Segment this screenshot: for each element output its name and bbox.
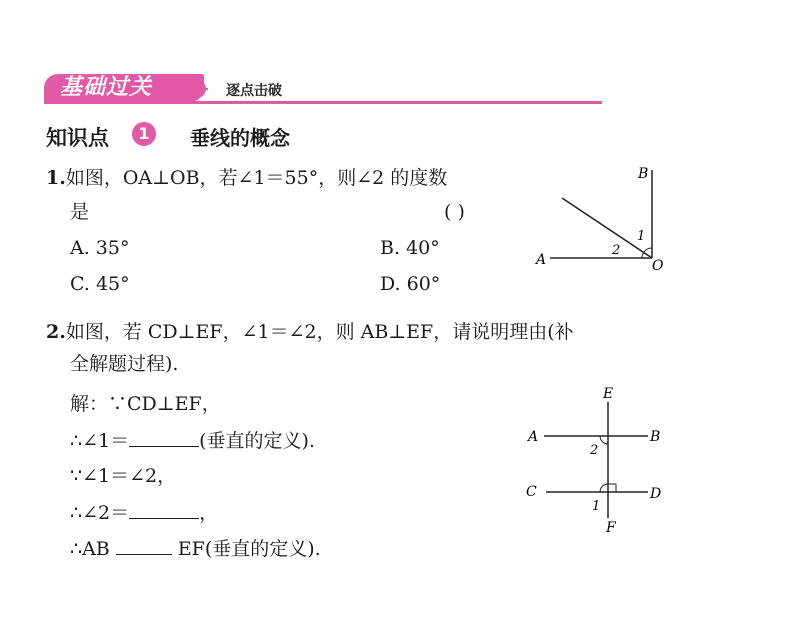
right-angle-mark xyxy=(608,484,616,492)
q1-number: 1. xyxy=(46,167,66,189)
q2-proof-line2 xyxy=(70,428,315,453)
section-number-badge: 1 xyxy=(132,122,156,146)
q1-option-a[interactable]: A. 35° xyxy=(70,237,130,259)
q1-option-b[interactable]: B. 40° xyxy=(380,237,440,259)
label-b: B xyxy=(638,166,649,182)
label-a: A xyxy=(528,429,539,445)
q2-figure xyxy=(520,384,680,540)
q1-option-c[interactable]: C. 45° xyxy=(70,273,130,295)
q2-proof-line2-pre: ∴∠1＝ xyxy=(70,430,130,452)
q2-proof-line2-post: (垂直的定义). xyxy=(199,430,315,452)
label-angle-2: 2 xyxy=(590,443,599,458)
q2-proof-line4 xyxy=(70,500,218,525)
q2-proof-line1: 解：∵CD⊥EF， xyxy=(70,393,221,415)
q2-stem-line2: 全解题过程). xyxy=(70,353,179,375)
label-f: F xyxy=(606,520,616,536)
angle-1-arc xyxy=(644,248,652,252)
label-angle-1: 1 xyxy=(592,499,601,514)
q2-proof-line5-pre: ∴AB xyxy=(70,538,110,560)
label-o: O xyxy=(652,258,664,274)
q2-proof-line5-post: EF(垂直的定义). xyxy=(177,538,321,560)
label-c: C xyxy=(526,484,537,500)
label-angle-2: 2 xyxy=(612,243,621,258)
target-icon xyxy=(186,78,208,100)
label-b: B xyxy=(650,429,661,445)
angle-2-arc xyxy=(642,252,644,258)
label-d: D xyxy=(650,486,662,502)
q1-option-d[interactable]: D. 60° xyxy=(380,273,441,295)
q2-proof-line4-pre: ∴∠2＝ xyxy=(70,502,130,524)
q1-figure xyxy=(530,158,680,278)
q2-stem-line1 xyxy=(46,320,574,344)
label-e: E xyxy=(603,386,614,402)
section-label: 知识点 xyxy=(46,126,109,150)
oblique-ray xyxy=(562,198,652,258)
angle-1-arc xyxy=(600,484,608,492)
q2-proof-line5 xyxy=(70,536,321,561)
header-divider xyxy=(44,101,602,104)
q2-blank-1[interactable] xyxy=(129,428,199,447)
q1-answer-paren[interactable]: ( ) xyxy=(444,201,465,223)
q2-blank-3[interactable] xyxy=(116,536,172,555)
section-title: 垂线的概念 xyxy=(190,126,290,150)
banner-label: 基础过关 xyxy=(60,75,153,100)
header-subtitle: 逐点击破 xyxy=(226,83,282,99)
q2-stem-text: 如图，若 CD⊥EF，∠1＝∠2，则 AB⊥EF，请说明理由(补 xyxy=(65,321,574,343)
q2-proof-line3: ∵∠1＝∠2， xyxy=(70,465,177,487)
q2-blank-2[interactable] xyxy=(129,500,199,519)
q1-stem-line1 xyxy=(46,166,447,190)
q2-proof-line4-post: ， xyxy=(199,502,219,524)
label-a: A xyxy=(536,252,547,268)
q1-stem-line2: 是 xyxy=(70,201,90,223)
q1-stem-text: 如图，OA⊥OB，若∠1＝55°，则∠2 的度数 xyxy=(65,167,448,189)
label-angle-1: 1 xyxy=(637,229,646,244)
q2-number: 2. xyxy=(46,321,66,343)
angle-2-arc xyxy=(600,436,608,444)
